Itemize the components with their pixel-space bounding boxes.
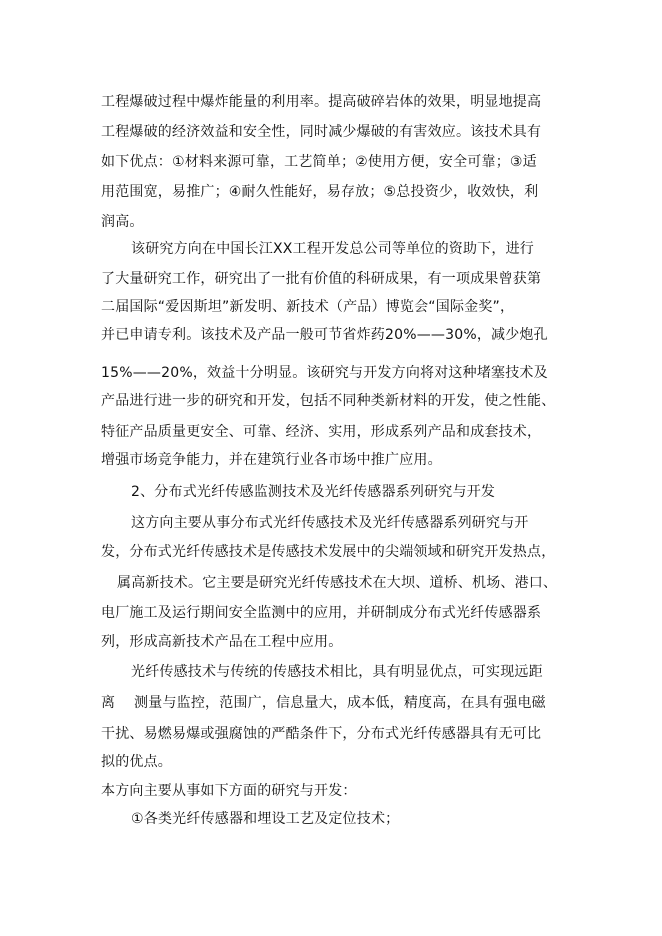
text-line-13: 增强市场竞争能力，并在建筑行业各市场中推广应用。	[101, 452, 442, 468]
text-line-24: 本方向主要从事如下方面的研究与开发：	[101, 783, 357, 799]
text-line-12: 特征产品质量更安全、可靠、经济、实用，形成系列产品和成套技术，	[101, 424, 542, 440]
text-line-23: 拟的优点。	[101, 754, 172, 770]
text-line-11: 产品进行进一步的研究和开发，包括不同种类新材料的开发，使之性能、	[101, 393, 556, 409]
text-line-16: 发，分布式光纤传感技术是传感技术发展中的尖端领域和研究开发热点，	[101, 544, 556, 560]
text-line-25: ①各类光纤传感器和埋设工艺及定位技术；	[131, 811, 400, 827]
text-line-5: 润高。	[101, 214, 144, 230]
text-line-1: 工程爆破过程中爆炸能量的利用率。提高破碎岩体的效果，明显地提高	[101, 94, 542, 110]
text-line-15: 这方向主要从事分布式光纤传感技术及光纤传感器系列研究与开	[131, 515, 529, 531]
text-line-3: 如下优点：①材料来源可靠，工艺简单；②使用方便，安全可靠；③适	[101, 154, 537, 170]
text-line-17: 属高新技术。它主要是研究光纤传感技术在大坝、道桥、机场、港口、	[117, 575, 558, 591]
text-line-19: 列，形成高新技术产品在工程中应用。	[101, 634, 343, 650]
text-line-4: 用范围宽，易推广；④耐久性能好，易存放；⑤总投资少，收效快，利	[101, 184, 539, 200]
text-line-20: 光纤传感技术与传统的传感技术相比，具有明显优点，可实现远距	[131, 664, 543, 680]
text-line-22: 干扰、易燃易爆或强腐蚀的严酷条件下，分布式光纤传感器具有无可比	[101, 726, 542, 742]
text-line-9: 并已申请专利。该技术及产品一般可节省炸药20%——30%，减少炮孔	[101, 327, 548, 343]
text-line-18: 电厂施工及运行期间安全监测中的应用，并研制成分布式光纤传感器系	[101, 605, 542, 621]
text-line-2: 工程爆破的经济效益和安全性，同时减少爆破的有害效应。该技术具有	[101, 124, 542, 140]
text-line-8: 二届国际“爱因斯坦”新发明、新技术（产品）博览会“国际金奖”，	[101, 299, 515, 315]
text-line-7: 了大量研究工作，研究出了一批有价值的科研成果，有一项成果曾获第	[101, 271, 542, 287]
text-line-10: 15%——20%，效益十分明显。该研究与开发方向将对这种堵塞技术及	[101, 365, 548, 381]
text-line-6: 该研究方向在中国长江XX工程开发总公司等单位的资助下，进行	[131, 241, 534, 257]
text-line-21: 离 测量与监控，范围广，信息量大，成本低，精度高，在具有强电磁	[101, 695, 546, 711]
section-heading: 2、分布式光纤传感监测技术及光纤传感器系列研究与开发	[131, 484, 496, 500]
